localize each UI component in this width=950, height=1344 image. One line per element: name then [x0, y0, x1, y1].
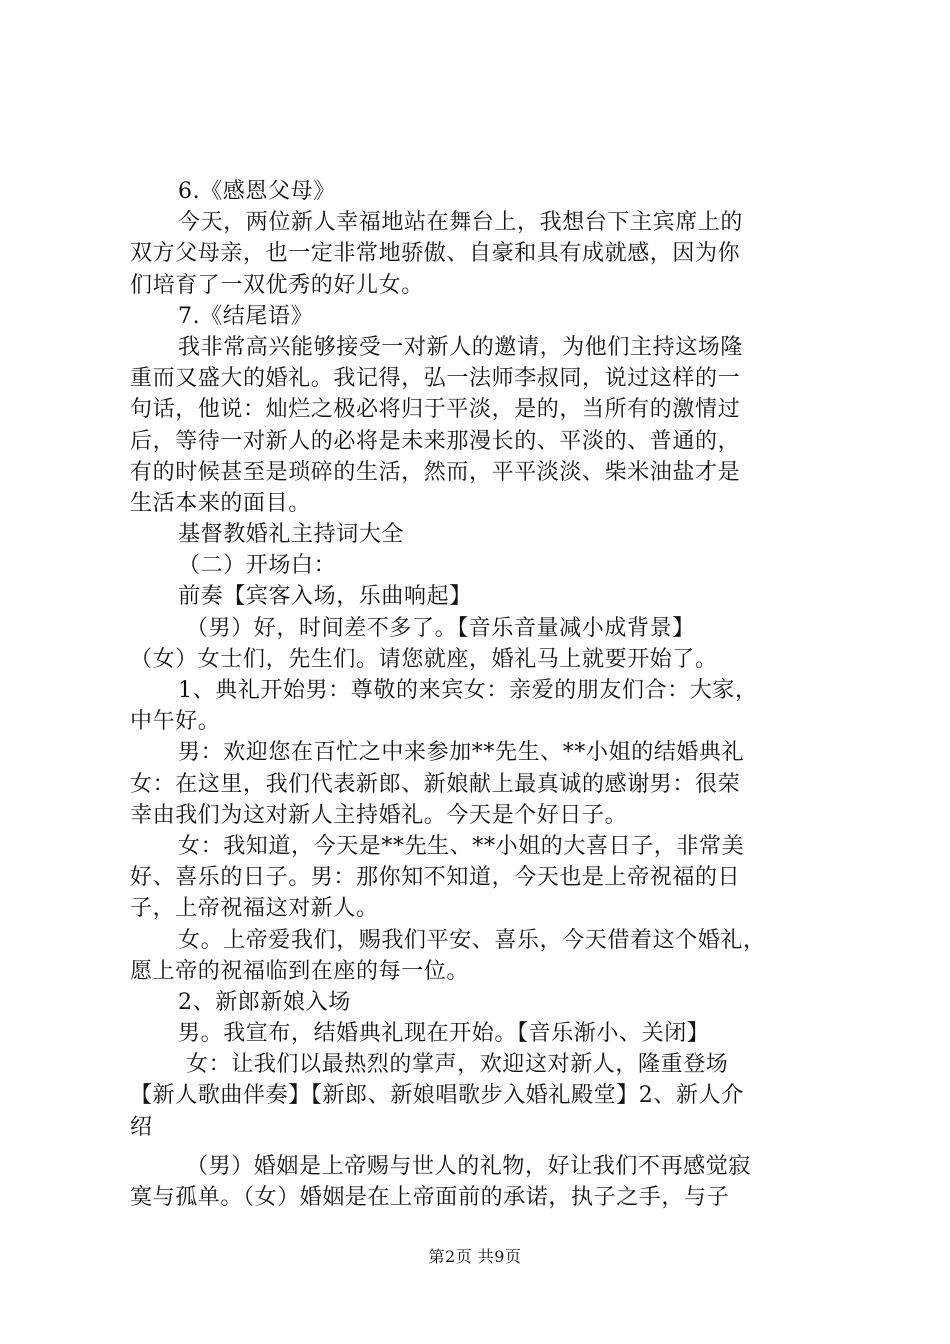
text-line: 绍 [130, 1114, 153, 1140]
text-line: 1、典礼开始男：尊敬的来宾女：亲爱的朋友们合：大家， [178, 678, 758, 703]
text-line: 男：欢迎您在百忙之中来参加**先生、**小姐的结婚典礼 [178, 740, 745, 766]
text-line: 子，上帝祝福这对新人。 [130, 896, 379, 922]
text-line: 【新人歌曲伴奏】【新郎、新娘唱歌步入婚礼殿堂】2、新人介 [130, 1083, 744, 1109]
text-line: 女。上帝爱我们，赐我们平安、喜乐，今天借着这个婚礼， [178, 927, 766, 953]
text-line: 男。我宣布，结婚典礼现在开始。【音乐渐小、关闭】 [178, 1021, 710, 1047]
text-line: 前奏【宾客入场，乐曲响起】 [178, 584, 472, 610]
text-line: 女：让我们以最热烈的掌声，欢迎这对新人，隆重登场 [186, 1052, 729, 1078]
text-line: 今天，两位新人幸福地站在舞台上，我想台下主宾席上的 [178, 210, 744, 236]
page-footer: 第2页 共9页 [428, 1247, 522, 1266]
text-line: 寞与孤单。（女）婚姻是在上帝面前的承诺，执子之手，与子 [130, 1185, 730, 1210]
text-line: 女：我知道，今天是**先生、**小姐的大喜日子，非常美 [178, 833, 745, 859]
text-line: 有的时候甚至是琐碎的生活，然而，平平淡淡、柴米油盐才是 [130, 459, 741, 485]
text-line: 们培育了一双优秀的好儿女。 [130, 272, 424, 298]
text-line: 我非常高兴能够接受一对新人的邀请，为他们主持这场隆 [178, 334, 744, 360]
text-line: 后，等待一对新人的必将是未来那漫长的、平淡的、普通的， [130, 428, 741, 454]
text-line: 幸由我们为这对新人主持婚礼。今天是个好日子。 [130, 802, 628, 828]
text-line: （女）女士们，先生们。请您就座，婚礼马上就要开始了。 [130, 646, 718, 672]
text-line: （男）好，时间差不多了。【音乐音量减小成背景】 [186, 615, 695, 641]
text-line: 女：在这里，我们代表新郎、新娘献上最真诚的感谢男：很荣 [130, 771, 741, 797]
document-body [130, 176, 830, 1213]
text-line: 句话，他说：灿烂之极必将归于平淡，是的，当所有的激情过 [130, 397, 741, 423]
text-line: （男）婚姻是上帝赐与世人的礼物，好让我们不再感觉寂 [186, 1153, 752, 1179]
text-line: 好、喜乐的日子。男：那你知不知道，今天也是上帝祝福的日 [130, 865, 741, 891]
text-line: 重而又盛大的婚礼。我记得，弘一法师李叔同，说过这样的一 [130, 366, 741, 392]
text-line: （二）开场白： [178, 553, 337, 579]
text-line: 6.《感恩父母》 [178, 179, 336, 204]
text-line: 7.《结尾语》 [178, 303, 314, 329]
text-line: 生活本来的面目。 [130, 490, 311, 516]
text-line: 愿上帝的祝福临到在座的每一位。 [130, 958, 470, 984]
text-line: 中午好。 [130, 709, 221, 735]
text-line: 双方父母亲，也一定非常地骄傲、自豪和具有成就感，因为你 [130, 241, 741, 267]
text-line: 基督教婚礼主持词大全 [178, 522, 405, 548]
text-line: 2、新郎新娘入场 [178, 989, 351, 1015]
